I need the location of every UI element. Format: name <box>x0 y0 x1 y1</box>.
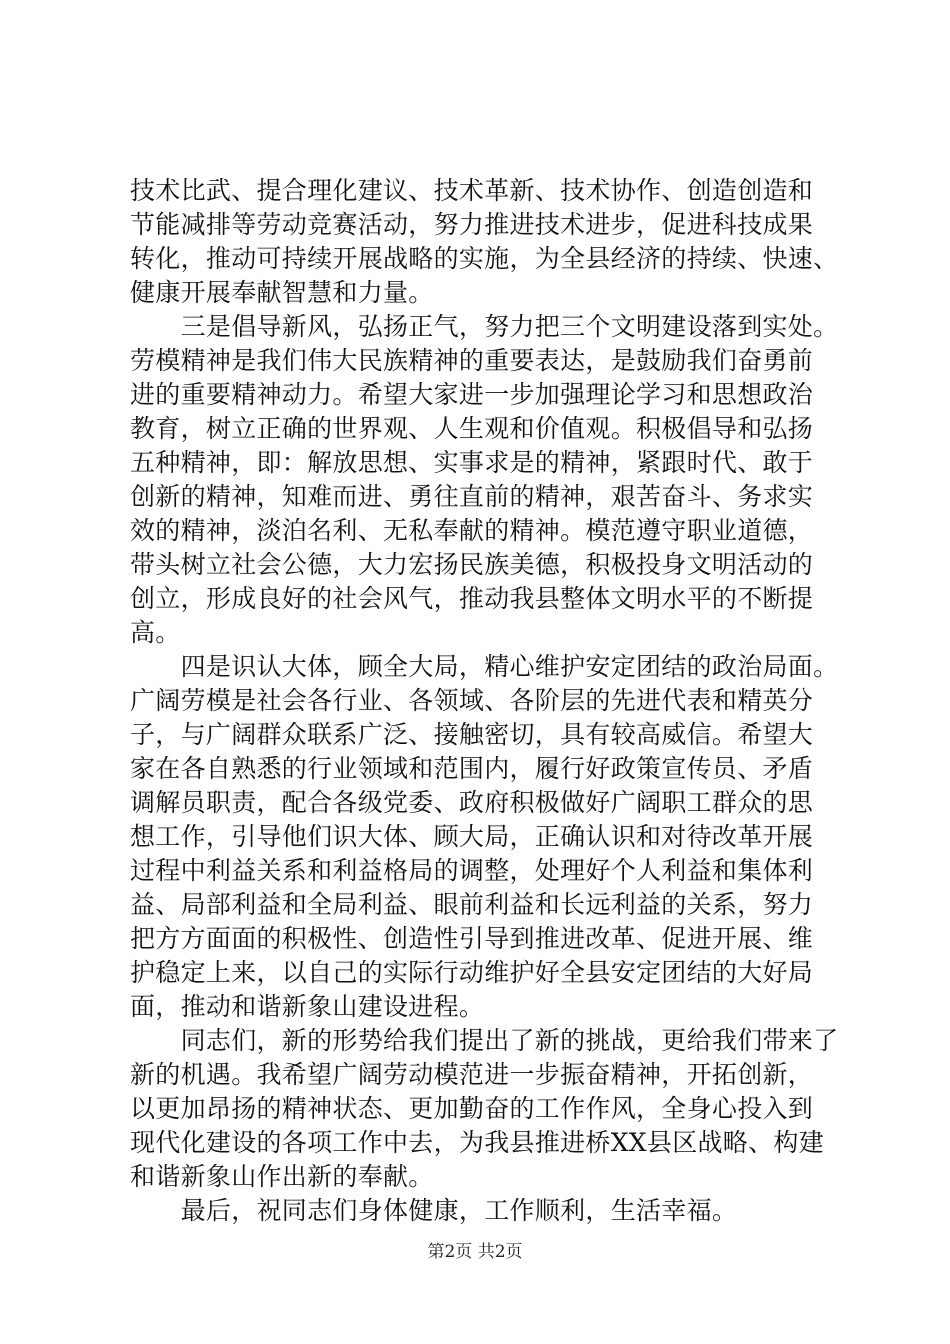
paragraph-start-line: 三是倡导新风，弘扬正气，努力把三个文明建设落到实处。 <box>130 312 839 341</box>
text-line: 家在各自熟悉的行业领域和范围内，履行好政策宣传员、矛盾 <box>130 754 814 783</box>
paragraph-start-line: 最后，祝同志们身体健康，工作顺利，生活幸福。 <box>130 1196 738 1225</box>
text-line: 益、局部利益和全局利益、眼前利益和长远利益的关系，努力 <box>130 890 814 919</box>
text-line: 现代化建设的各项工作中去，为我县推进桥XX县区战略、构建 <box>130 1128 824 1157</box>
text-line: 进的重要精神动力。希望大家进一步加强理论学习和思想政治 <box>130 380 814 409</box>
text-line: 健康开展奉献智慧和力量。 <box>130 278 434 307</box>
text-line: 以更加昂扬的精神状态、更加勤奋的工作作风，全身心投入到 <box>130 1094 814 1123</box>
text-line: 劳模精神是我们伟大民族精神的重要表达，是鼓励我们奋勇前 <box>130 346 814 375</box>
text-line: 护稳定上来，以自己的实际行动维护好全县安定团结的大好局 <box>130 958 814 987</box>
page-number-footer: 第2页 共2页 <box>427 1242 523 1262</box>
text-line: 效的精神，淡泊名利、无私奉献的精神。模范遵守职业道德， <box>130 516 814 545</box>
text-line: 调解员职责，配合各级党委、政府积极做好广阔职工群众的思 <box>130 788 814 817</box>
text-line: 带头树立社会公德，大力宏扬民族美德，积极投身文明活动的 <box>130 550 814 579</box>
text-line: 把方方面面的积极性、创造性引导到推进改革、促进开展、维 <box>130 924 814 953</box>
text-line: 五种精神，即：解放思想、实事求是的精神，紧跟时代、敢于 <box>130 448 814 477</box>
paragraph-start-line: 四是识认大体，顾全大局，精心维护安定团结的政治局面。 <box>130 652 839 681</box>
text-line: 教育，树立正确的世界观、人生观和价值观。积极倡导和弘扬 <box>130 414 814 443</box>
text-line: 广阔劳模是社会各行业、各领域、各阶层的先进代表和精英分 <box>130 686 814 715</box>
text-line: 创新的精神，知难而进、勇往直前的精神，艰苦奋斗、务求实 <box>130 482 814 511</box>
text-line: 创立，形成良好的社会风气，推动我县整体文明水平的不断提 <box>130 584 814 613</box>
document-body <box>130 174 839 1228</box>
text-line: 和谐新象山作出新的奉献。 <box>130 1162 434 1191</box>
text-line: 过程中利益关系和利益格局的调整，处理好个人利益和集体利 <box>130 856 814 885</box>
text-line: 高。 <box>130 618 181 647</box>
text-line: 想工作，引导他们识大体、顾大局，正确认识和对待改革开展 <box>130 822 814 851</box>
text-line: 转化，推动可持续开展战略的实施，为全县经济的持续、快速、 <box>130 244 839 273</box>
text-line: 节能减排等劳动竞赛活动，努力推进技术进步，促进科技成果 <box>130 210 814 239</box>
text-line: 新的机遇。我希望广阔劳动模范进一步振奋精神，开拓创新， <box>130 1060 814 1089</box>
paragraph-start-line: 同志们，新的形势给我们提出了新的挑战，更给我们带来了 <box>130 1026 839 1055</box>
text-line: 子，与广阔群众联系广泛、接触密切，具有较高威信。希望大 <box>130 720 814 749</box>
text-line: 技术比武、提合理化建议、技术革新、技术协作、创造创造和 <box>130 176 814 205</box>
text-line: 面，推动和谐新象山建设进程。 <box>130 992 485 1021</box>
